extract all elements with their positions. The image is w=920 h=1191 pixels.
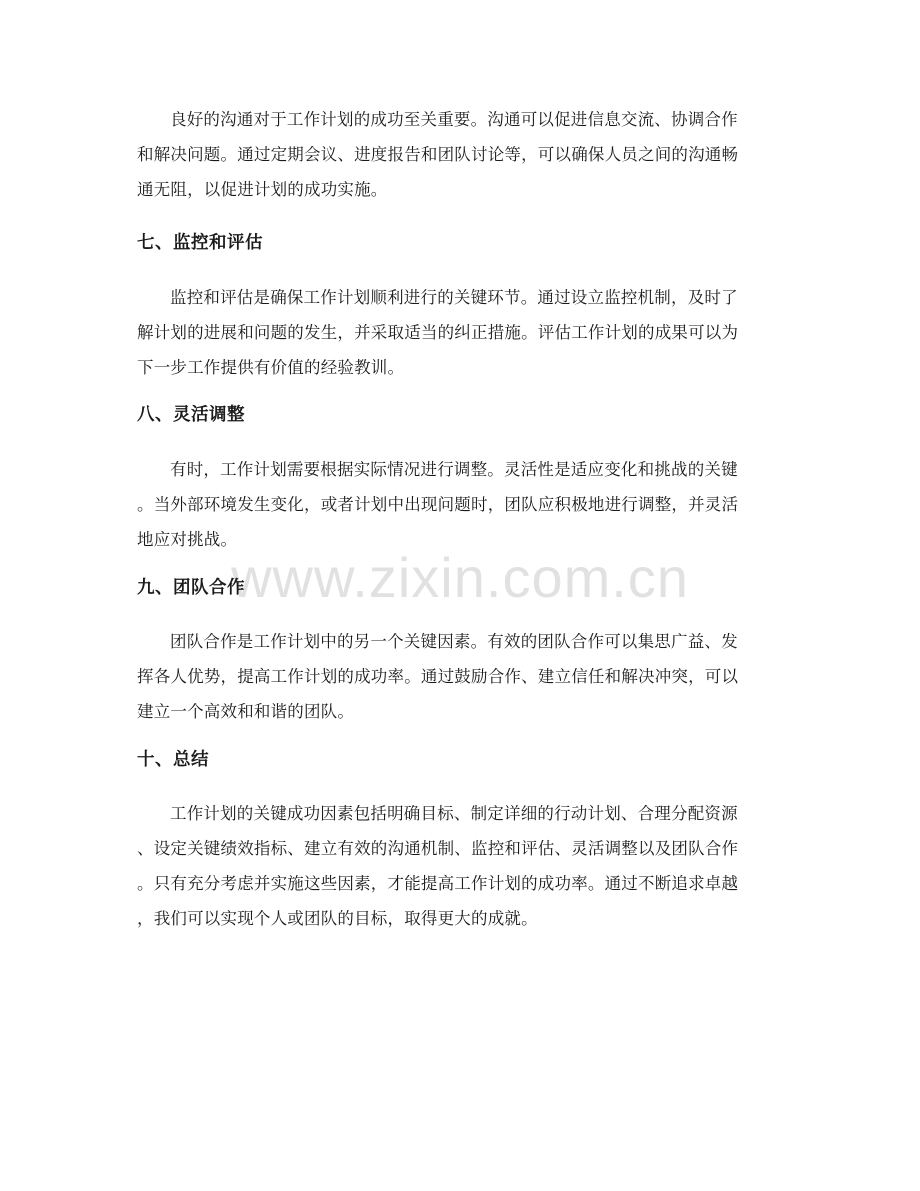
paragraph-line: 挥各人优势，提高工作计划的成功率。通过鼓励合作、建立信任和解决冲突，可以: [137, 667, 739, 686]
paragraph-line: 有时，工作计划需要根据实际情况进行调整。灵活性是适应变化和挑战的关键: [170, 460, 738, 479]
section-paragraph-monitoring: [137, 280, 783, 385]
section-heading-monitoring: 七、监控和评估: [137, 233, 263, 253]
paragraph-line: 解计划的进展和问题的发生，并采取适当的纠正措施。评估工作计划的成果可以为: [137, 323, 739, 342]
section-heading-summary: 十、总结: [137, 750, 209, 770]
paragraph-line: 下一步工作提供有价值的经验教训。: [137, 358, 405, 377]
section-heading-flexible-adjustment: 八、灵活调整: [137, 405, 245, 425]
paragraph-line: 地应对挑战。: [137, 530, 238, 549]
paragraph-line: 良好的沟通对于工作计划的成功至关重要。沟通可以促进信息交流、协调合作: [170, 110, 738, 129]
section-paragraph-flexible-adjustment: [137, 452, 783, 557]
section-paragraph-summary: [137, 796, 783, 936]
watermark: www.zixin.com.cn: [231, 546, 689, 609]
paragraph-line: 监控和评估是确保工作计划顺利进行的关键环节。通过设立监控机制，及时了: [170, 288, 738, 307]
paragraph-line: 。只有充分考虑并实施这些因素，才能提高工作计划的成功率。通过不断追求卓越: [137, 874, 739, 893]
paragraph-line: ，我们可以实现个人或团队的目标，取得更大的成就。: [137, 909, 538, 928]
paragraph-line: 团队合作是工作计划中的另一个关键因素。有效的团队合作可以集思广益、发: [170, 632, 738, 651]
paragraph-line: 、设定关键绩效指标、建立有效的沟通机制、监控和评估、灵活调整以及团队合作: [137, 839, 739, 858]
paragraph-line: 。当外部环境发生变化，或者计划中出现问题时，团队应积极地进行调整，并灵活: [137, 495, 739, 514]
intro-paragraph: [137, 102, 783, 207]
section-heading-teamwork: 九、团队合作: [137, 578, 245, 598]
paragraph-line: 和解决问题。通过定期会议、进度报告和团队讨论等，可以确保人员之间的沟通畅: [137, 145, 739, 164]
paragraph-line: 工作计划的关键成功因素包括明确目标、制定详细的行动计划、合理分配资源: [170, 804, 738, 823]
paragraph-line: 通无阻，以促进计划的成功实施。: [137, 180, 388, 199]
paragraph-line: 建立一个高效和和谐的团队。: [137, 702, 355, 721]
section-paragraph-teamwork: [137, 624, 783, 729]
